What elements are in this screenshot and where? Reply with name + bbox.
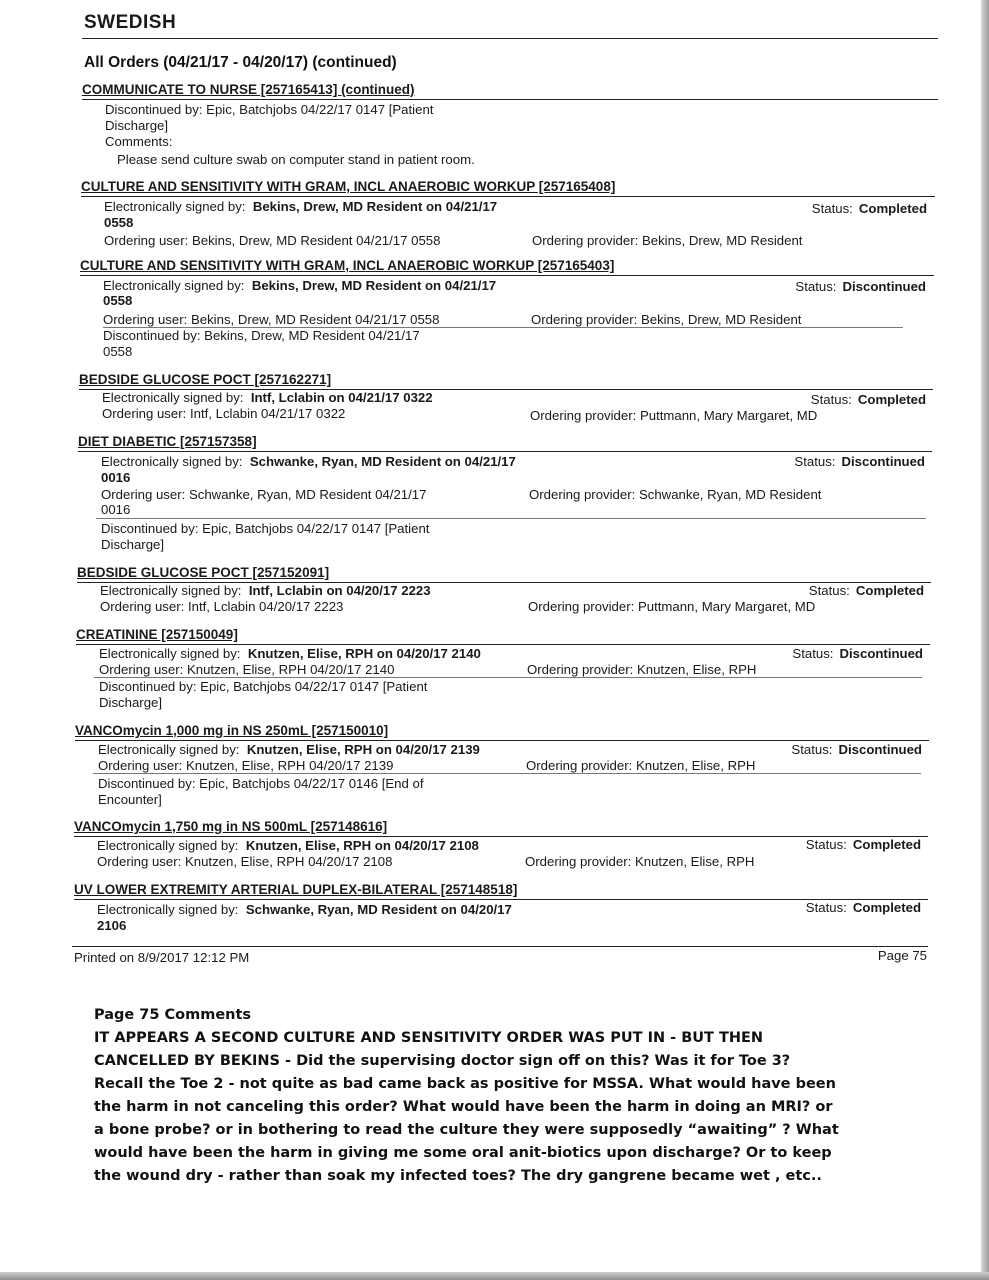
status-label: Status: [805,837,847,852]
status-label: Status: [792,646,834,661]
signed-value: Intf, Lclabin on 04/20/17 2223 [248,583,431,598]
ordering-user: Ordering user: Bekins, Drew, MD Resident 04/21/17 0558 [104,233,441,248]
order-title: CULTURE AND SENSITIVITY WITH GRAM, INCL ANAEROBIC WORKUP [257165403] [80,258,615,273]
signed-time: 2106 [97,918,127,933]
status-value: Discontinued [839,646,923,661]
order-title-rule [81,196,935,197]
comments-heading: Page 75 Comments [94,1007,252,1023]
discontinued-by: Discontinued by: Bekins, Drew, MD Resident 04/21/17 [103,328,420,343]
status-badge [809,583,924,599]
ordering-provider: Ordering provider: Puttmann, Mary Margaret, MD [530,408,818,423]
page-number: Page 75 [877,948,927,963]
order-title: BEDSIDE GLUCOSE POCT [257162271] [79,372,332,387]
discontinued-by-cont: Discharge] [101,537,165,552]
footer-rule [72,946,928,947]
status-value: Completed [852,837,921,852]
status-value: Completed [855,583,924,598]
status-badge [806,837,921,853]
signed-value: Bekins, Drew, MD Resident on 04/21/17 [252,199,498,214]
status-badge [806,900,921,916]
order-culture-257165403 [80,258,934,362]
status-badge [791,742,922,758]
status-value: Completed [858,201,927,216]
signed-by [99,646,481,662]
signed-by [100,583,431,599]
ordering-user: Ordering user: Bekins, Drew, MD Resident 04/21/17 0558 [103,312,440,327]
signed-by [101,454,516,470]
order-title: DIET DIABETIC [257157358] [78,434,257,449]
comments-label: Comments: [105,134,173,149]
discontinued-by: Discontinued by: Epic, Batchjobs 04/22/17 0147 [Patient [99,679,428,694]
status-value: Discontinued [838,742,922,757]
order-communicate-to-nurse [82,82,938,172]
comments-text: Please send culture swab on computer stand in patient room. [117,152,475,167]
comment-line: a bone probe? or in bothering to read the culture they were supposedly “awaiting” ? What [94,1122,839,1138]
comment-line: the harm in not canceling this order? What would have been the harm in doing an MRI? or [94,1099,833,1115]
signed-label: Electronically signed by: [100,583,242,598]
ordering-provider: Ordering provider: Bekins, Drew, MD Resident [532,233,803,248]
order-title: CULTURE AND SENSITIVITY WITH GRAM, INCL ANAEROBIC WORKUP [257165408] [81,179,616,194]
status-value: Completed [857,392,926,407]
status-badge [812,201,927,217]
comment-line: the wound dry - rather than soak my infected toes? The dry gangrene became wet , etc.. [94,1168,822,1184]
status-label: Status: [805,900,847,915]
order-vancomycin-257148616 [74,819,928,871]
order-title-rule [75,740,929,741]
status-label: Status: [794,454,836,469]
signed-by [103,278,496,294]
ordering-user: Ordering user: Intf, Lclabin 04/21/17 0322 [102,406,346,421]
order-title: CREATININE [257150049] [76,627,238,642]
order-title-rule [82,99,938,100]
status-badge [795,279,926,295]
order-diet-diabetic-257157358 [78,434,932,556]
printed-timestamp: Printed on 8/9/2017 12:12 PM [74,950,250,965]
scan-edge-bottom [0,1272,989,1280]
order-title-rule [74,899,928,900]
order-title-rule [78,451,932,452]
order-bedside-glucose-257162271 [79,372,933,424]
ordering-user-cont: 0016 [101,502,131,517]
signed-value: Schwanke, Ryan, MD Resident on 04/20/17 [245,902,512,917]
status-label: Status: [795,279,837,294]
signed-label: Electronically signed by: [102,390,244,405]
comment-line: CANCELLED BY BEKINS - Did the supervising doctor sign off on this? Was it for Toe 3? [94,1053,791,1069]
signed-label: Electronically signed by: [98,742,240,757]
signed-label: Electronically signed by: [97,902,239,917]
order-bedside-glucose-257152091 [77,565,931,617]
status-label: Status: [810,392,852,407]
status-value: Discontinued [842,279,926,294]
ordering-provider: Ordering provider: Bekins, Drew, MD Resident [531,312,802,327]
discontinued-by-cont: Discharge] [99,695,163,710]
status-value: Discontinued [841,454,925,469]
status-label: Status: [808,583,850,598]
signed-time: 0016 [101,470,131,485]
ordering-provider: Ordering provider: Knutzen, Elise, RPH [527,662,757,677]
ordering-provider: Ordering provider: Schwanke, Ryan, MD Resident [529,487,822,502]
scan-edge-right [981,0,989,1280]
signed-value: Schwanke, Ryan, MD Resident on 04/21/17 [249,454,516,469]
order-title-rule [74,836,928,837]
signed-by [97,838,479,854]
order-uv-lower-extremity-257148518 [74,882,928,936]
order-title: UV LOWER EXTREMITY ARTERIAL DUPLEX-BILATERAL [257148518] [74,882,518,897]
order-title: VANCOmycin 1,750 mg in NS 500mL [257148616] [74,819,388,834]
ordering-user: Ordering user: Knutzen, Elise, RPH 04/20/17 2139 [98,758,394,773]
header-rule [82,38,938,39]
signed-label: Electronically signed by: [97,838,239,853]
signed-by [104,199,497,215]
ordering-user: Ordering user: Knutzen, Elise, RPH 04/20/17 2140 [99,662,395,677]
signed-value: Knutzen, Elise, RPH on 04/20/17 2140 [247,646,481,661]
ordering-user: Ordering user: Intf, Lclabin 04/20/17 2223 [100,599,344,614]
hospital-brand: SWEDISH [84,12,177,33]
signed-by [98,742,480,758]
discontinued-by-cont: Encounter] [98,792,162,807]
discontinued-by: Discontinued by: Epic, Batchjobs 04/22/17 0147 [Patient [101,521,430,536]
discontinued-by-cont: 0558 [103,344,133,359]
signed-label: Electronically signed by: [104,199,246,214]
signed-by [102,390,433,406]
page-comments [94,1004,914,1188]
signed-label: Electronically signed by: [99,646,241,661]
status-label: Status: [791,742,833,757]
order-title: COMMUNICATE TO NURSE [257165413] (continued) [82,82,415,97]
comment-line: Recall the Toe 2 - not quite as bad came back as positive for MSSA. What would have been [94,1076,836,1092]
order-vancomycin-257150010 [75,723,929,809]
ordering-provider: Ordering provider: Puttmann, Mary Margaret, MD [528,599,816,614]
status-badge [792,646,923,662]
signed-value: Intf, Lclabin on 04/21/17 0322 [250,390,433,405]
comment-line: IT APPEARS A SECOND CULTURE AND SENSITIVITY ORDER WAS PUT IN - BUT THEN [94,1030,764,1046]
order-title-rule [80,275,934,276]
ordering-provider: Ordering provider: Knutzen, Elise, RPH [526,758,756,773]
order-title: VANCOmycin 1,000 mg in NS 250mL [257150010] [75,723,389,738]
status-badge [794,454,925,470]
order-title: BEDSIDE GLUCOSE POCT [257152091] [77,565,330,580]
report-title: All Orders (04/21/17 - 04/20/17) (continued) [84,54,397,71]
discontinued-by-cont: Discharge] [105,118,169,133]
signed-value: Knutzen, Elise, RPH on 04/20/17 2139 [246,742,480,757]
order-title-rule [76,644,930,645]
ordering-user: Ordering user: Schwanke, Ryan, MD Resident 04/21/17 [101,487,427,502]
discontinued-by: Discontinued by: Epic, Batchjobs 04/22/17 0146 [End of [98,776,424,791]
discontinued-by: Discontinued by: Epic, Batchjobs 04/22/17 0147 [Patient [105,102,434,117]
order-creatinine-257150049 [76,627,930,713]
comment-line: would have been the harm in giving me some oral anit-biotics upon discharge? Or to keep [94,1145,832,1161]
signed-time: 0558 [103,293,133,308]
ordering-user: Ordering user: Knutzen, Elise, RPH 04/20/17 2108 [97,854,393,869]
ordering-provider: Ordering provider: Knutzen, Elise, RPH [525,854,755,869]
status-label: Status: [811,201,853,216]
row-separator [93,773,921,774]
signed-label: Electronically signed by: [103,278,245,293]
signed-value: Knutzen, Elise, RPH on 04/20/17 2108 [245,838,479,853]
signed-value: Bekins, Drew, MD Resident on 04/21/17 [251,278,497,293]
signed-by [97,902,512,918]
signed-label: Electronically signed by: [101,454,243,469]
signed-time: 0558 [104,215,134,230]
row-separator [96,518,926,519]
row-separator [94,677,922,678]
status-value: Completed [852,900,921,915]
status-badge [811,392,926,408]
order-culture-257165408 [81,179,935,251]
